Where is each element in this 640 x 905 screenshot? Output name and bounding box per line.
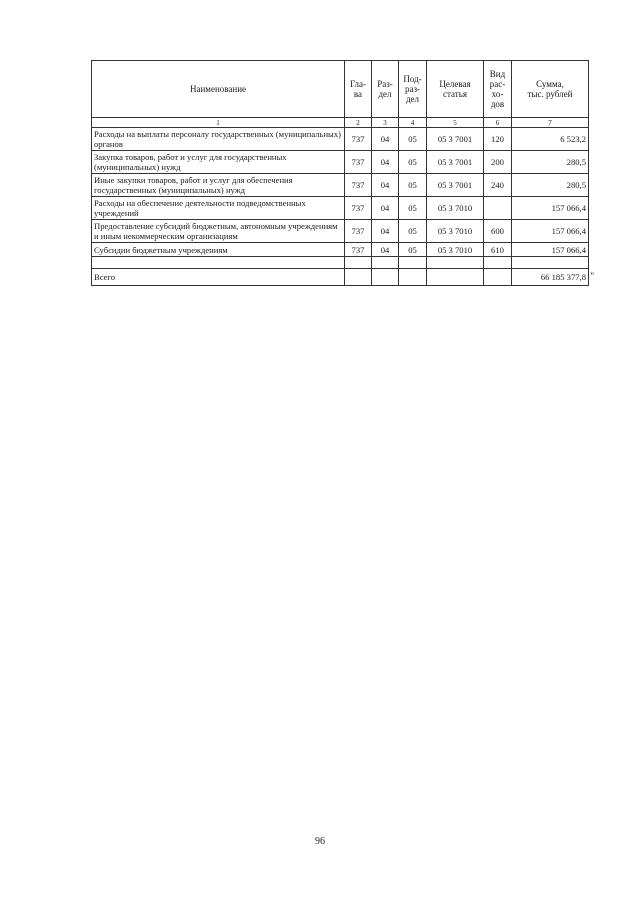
row-razdel: 04 (372, 243, 399, 257)
blank-cell (484, 269, 512, 286)
table-row (92, 151, 589, 174)
row-razdel: 04 (372, 128, 399, 151)
row-statya: 05 3 7010 (427, 220, 484, 243)
column-number-row (92, 118, 589, 128)
row-summa: 157 066,4 (512, 243, 589, 257)
column-number: 4 (399, 118, 427, 128)
row-razdel: 04 (372, 151, 399, 174)
row-razdel: 04 (372, 220, 399, 243)
row-statya: 05 3 7001 (427, 174, 484, 197)
blank-cell (484, 257, 512, 269)
row-podrazdel: 05 (399, 197, 427, 220)
column-number: 7 (512, 118, 589, 128)
row-summa: 6 523,2 (512, 128, 589, 151)
column-number: 5 (427, 118, 484, 128)
blank-row (92, 257, 589, 269)
blank-cell (427, 269, 484, 286)
header-glava: Гла- ва (345, 61, 372, 118)
row-name: Закупка товаров, работ и услуг для государственных (муниципальных) нужд (92, 151, 345, 174)
row-summa: 280,5 (512, 151, 589, 174)
row-name: Предоставление субсидий бюджетным, автономным учреждениям и иным некоммерческим организациям (92, 220, 345, 243)
row-podrazdel: 05 (399, 151, 427, 174)
row-podrazdel: 05 (399, 220, 427, 243)
header-razdel: Раз- дел (372, 61, 399, 118)
row-glava: 737 (345, 174, 372, 197)
row-podrazdel: 05 (399, 243, 427, 257)
blank-cell (512, 257, 589, 269)
row-name: Расходы на обеспечение деятельности подведомственных учреждений (92, 197, 345, 220)
row-name: Субсидии бюджетным учреждениям (92, 243, 345, 257)
column-number: 3 (372, 118, 399, 128)
row-razdel: 04 (372, 197, 399, 220)
row-name: Расходы на выплаты персоналу государственных (муниципальных) органов (92, 128, 345, 151)
row-summa: 157 066,4 (512, 197, 589, 220)
blank-cell (372, 257, 399, 269)
blank-cell (345, 257, 372, 269)
row-glava: 737 (345, 220, 372, 243)
row-podrazdel: 05 (399, 128, 427, 151)
table-row (92, 174, 589, 197)
total-summa: 66 185 377,8 (540, 272, 586, 282)
total-row (92, 269, 589, 286)
table-row (92, 220, 589, 243)
blank-cell (92, 257, 345, 269)
row-vid: 120 (484, 128, 512, 151)
row-podrazdel: 05 (399, 174, 427, 197)
header-statya: Целевая статья (427, 61, 484, 118)
row-summa: 157 066,4 (512, 220, 589, 243)
row-vid: 240 (484, 174, 512, 197)
column-number: 1 (92, 118, 345, 128)
row-summa: 280,5 (512, 174, 589, 197)
header-summa: Сумма, тыс. рублей (512, 61, 589, 118)
closing-quote-mark: " (590, 271, 594, 281)
header-name: Наименование (92, 61, 345, 118)
blank-cell (399, 257, 427, 269)
row-name: Иные закупки товаров, работ и услуг для обеспечения государственных (муниципальных) нужд (92, 174, 345, 197)
row-vid: 200 (484, 151, 512, 174)
total-label: Всего (92, 269, 345, 286)
row-glava: 737 (345, 243, 372, 257)
header-vid: Вид рас- хо- дов (484, 61, 512, 118)
row-glava: 737 (345, 197, 372, 220)
blank-cell (345, 269, 372, 286)
blank-cell (399, 269, 427, 286)
table-row (92, 197, 589, 220)
column-number: 6 (484, 118, 512, 128)
header-podrazdel: Под- раз- дел (399, 61, 427, 118)
row-statya: 05 3 7001 (427, 151, 484, 174)
row-statya: 05 3 7010 (427, 197, 484, 220)
budget-table (91, 60, 594, 286)
row-vid: 600 (484, 220, 512, 243)
row-razdel: 04 (372, 174, 399, 197)
row-statya: 05 3 7010 (427, 243, 484, 257)
table-row (92, 243, 589, 257)
row-statya: 05 3 7001 (427, 128, 484, 151)
blank-cell (372, 269, 399, 286)
row-vid (484, 197, 512, 220)
table-header-row (92, 61, 589, 118)
row-vid: 610 (484, 243, 512, 257)
page-number: 96 (315, 836, 325, 847)
column-number: 2 (345, 118, 372, 128)
blank-cell (427, 257, 484, 269)
table-row (92, 128, 589, 151)
row-glava: 737 (345, 128, 372, 151)
total-summa-cell (512, 269, 594, 286)
row-glava: 737 (345, 151, 372, 174)
